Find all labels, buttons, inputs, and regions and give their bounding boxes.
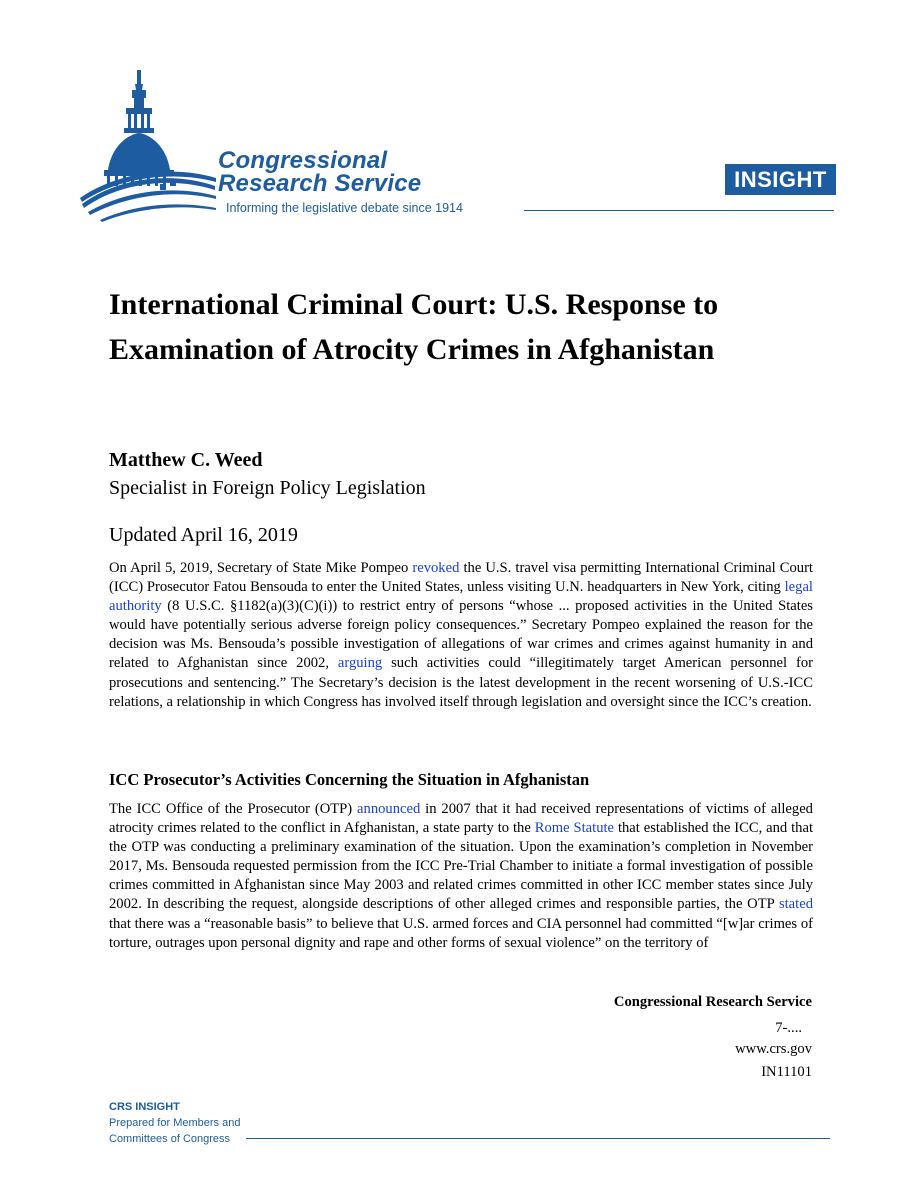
updated-date: Updated April 16, 2019 bbox=[109, 524, 298, 546]
text-run: On April 5, 2019, Secretary of State Mike Pompeo bbox=[109, 560, 413, 576]
crs-logo bbox=[80, 64, 540, 224]
footer-line-3: Committees of Congress bbox=[109, 1133, 231, 1145]
meta-report-id: IN11101 bbox=[761, 1064, 812, 1080]
text-run: The ICC Office of the Prosecutor (OTP) bbox=[109, 801, 358, 817]
text-run: (8 U.S.C. §1182(a)(3)(C)(i)) to restrict entry of persons “whose ... proposed activities in the United States would have potentially serious adverse foreign policy consequences.” Secretary Pompeo explained the reason for the decision was Ms. Bensouda’s possible investigation of allegations of war crimes and crimes against humanity in and related to Afghanistan since 2002, bbox=[109, 598, 813, 672]
link-legal-authority[interactable]: legal authority bbox=[109, 579, 813, 615]
link-stated[interactable]: stated bbox=[778, 896, 813, 913]
link-arguing[interactable]: arguing bbox=[337, 655, 383, 672]
text-run: the U.S. travel visa permitting International Criminal Court (ICC) Prosecutor Fatou Bensouda to enter the United States, unless visiting U.N. headquarters in New York, citing bbox=[109, 560, 813, 596]
footer-rule bbox=[246, 1138, 830, 1139]
section-heading: ICC Prosecutor’s Activities Concerning the Situation in Afghanistan bbox=[109, 770, 590, 789]
text-run: that there was a “reasonable basis” to believe that U.S. armed forces and CIA personnel had committed “[w]ar crimes of torture, outrages upon personal dignity and rape and other forms of sexual violence” on the territory of bbox=[109, 915, 813, 951]
capitol-dome-icon bbox=[80, 64, 220, 224]
text-run: that established the ICC, and that the OTP was conducting a preliminary examination of the situation. Upon the examination’s completion in November 2017, Ms. Bensouda requested permission from the ICC Pre-Trial Chamber to initiate a formal investigation of possible crimes committed in Afghanistan since May 2003 and related crimes committed in other ICC member states since July 2002. In describing the request, alongside descriptions of other alleged crimes and responsible parties, the OTP bbox=[109, 820, 813, 913]
link-revoked[interactable]: revoked bbox=[412, 560, 460, 576]
meta-org: Congressional Research Service bbox=[613, 994, 812, 1010]
link-rome-statute[interactable]: Rome Statute bbox=[534, 820, 615, 837]
meta-series: 7-.... bbox=[775, 1020, 802, 1036]
footer bbox=[109, 1099, 240, 1147]
link-announced[interactable]: announced bbox=[357, 801, 421, 817]
logo-title-line1: Congressional bbox=[218, 147, 388, 174]
logo-tagline: Informing the legislative debate since 1914 bbox=[226, 201, 463, 215]
meta-website: www.crs.gov bbox=[735, 1041, 812, 1057]
logo-title-line2: Research Service bbox=[218, 170, 422, 197]
body-paragraph-1 bbox=[109, 559, 813, 712]
author-role: Specialist in Foreign Policy Legislation bbox=[109, 477, 426, 499]
page-title: International Criminal Court: U.S. Response to Examination of Atrocity Crimes in Afghanistan bbox=[109, 288, 719, 366]
footer-line-2: Prepared for Members and bbox=[109, 1117, 241, 1129]
text-run: such activities could “illegitimately target American personnel for prosecutions and sentencing.” The Secretary’s decision is the latest development in the recent worsening of U.S.-ICC relations, a relationship in which Congress has involved itself through legislation and oversight since the ICC’s creation. bbox=[109, 655, 813, 710]
header-rule bbox=[524, 210, 834, 211]
body-paragraph-2 bbox=[109, 800, 813, 953]
insight-badge: INSIGHT bbox=[725, 164, 836, 195]
author-name: Matthew C. Weed bbox=[109, 449, 263, 471]
text-run: in 2007 that it had received representations of victims of alleged atrocity crimes related to the conflict in Afghanistan, a state party to the bbox=[109, 801, 813, 837]
footer-line-1: CRS INSIGHT bbox=[109, 1101, 180, 1113]
